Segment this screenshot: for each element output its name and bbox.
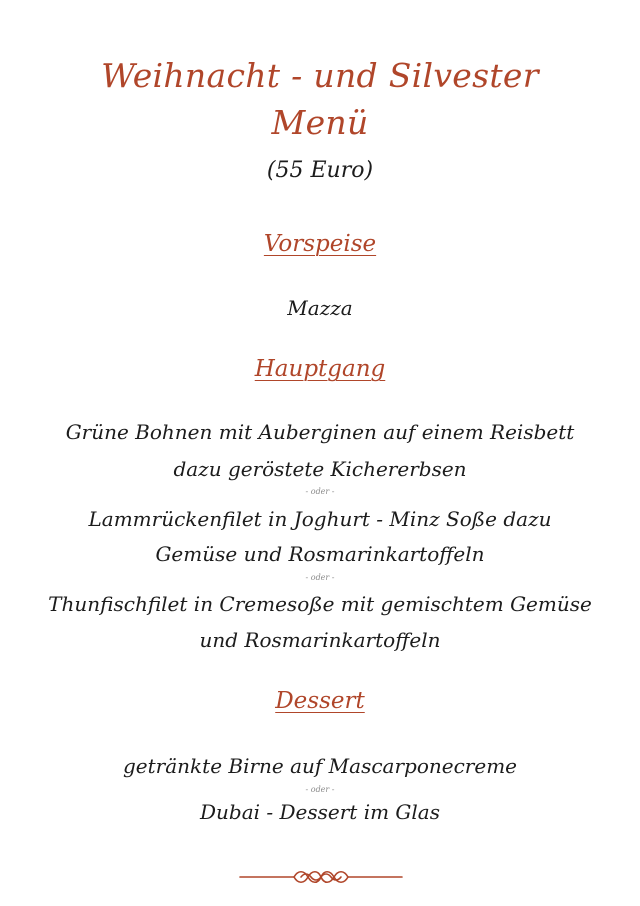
section-heading-hauptgang <box>0 354 640 384</box>
vorspeise-heading-text: Vorspeise <box>263 231 377 257</box>
hauptgang-option3-line1: Thunfischfilet in Cremesoße mit gemischtem Gemüse <box>48 592 592 616</box>
hauptgang-option1-line2: dazu geröstete Kichererbsen <box>173 457 467 481</box>
dessert-heading-text: Dessert <box>275 688 365 714</box>
vorspeise-dish: Mazza <box>287 296 353 320</box>
hauptgang-separator1: - oder - <box>305 487 335 496</box>
section-heading-dessert <box>0 686 640 716</box>
section-heading-vorspeise <box>0 229 640 259</box>
hauptgang-option2-line1: Lammrückenfilet in Joghurt - Minz Soße dazu <box>88 507 552 531</box>
dessert-separator: - oder - <box>305 785 335 794</box>
hauptgang-separator2: - oder - <box>305 573 335 582</box>
menu-title-line2: Menü <box>271 103 369 142</box>
menu-price: (55 Euro) <box>266 158 374 183</box>
ornamental-divider-icon <box>238 866 404 888</box>
hauptgang-option3-line2: und Rosmarinkartoffeln <box>199 628 441 652</box>
hauptgang-option2-line2: Gemüse und Rosmarinkartoffeln <box>155 542 485 566</box>
dessert-option2: Dubai - Dessert im Glas <box>200 800 440 824</box>
hauptgang-heading-text: Hauptgang <box>254 356 386 382</box>
dessert-option1: getränkte Birne auf Mascarponecreme <box>123 754 517 778</box>
hauptgang-option1-line1: Grüne Bohnen mit Auberginen auf einem Reisbett <box>65 420 575 444</box>
menu-title-line1: Weihnacht - und Silvester <box>101 56 539 95</box>
